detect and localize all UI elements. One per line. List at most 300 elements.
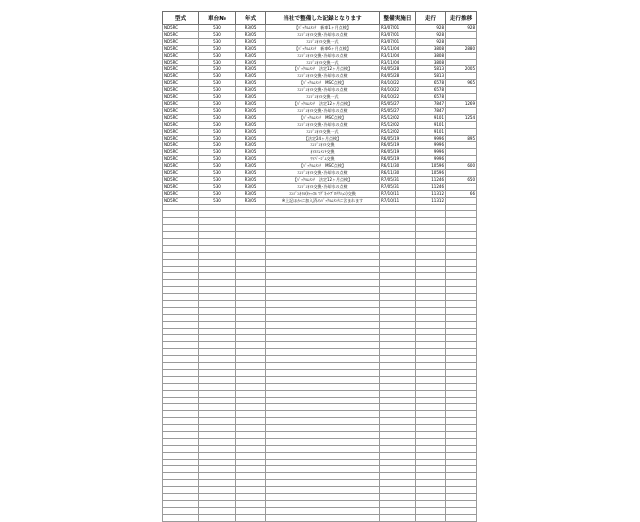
cell-mileage: 9996 <box>416 156 446 163</box>
empty-row <box>163 383 477 390</box>
cell-model: ND5RC <box>163 38 199 45</box>
empty-row <box>163 376 477 383</box>
cell-mileage: 6578 <box>416 80 446 87</box>
cell-service-date: R3/07/01 <box>380 25 416 32</box>
empty-cell <box>163 204 199 211</box>
empty-cell <box>446 487 477 494</box>
empty-cell <box>236 307 266 314</box>
cell-mileage: 9101 <box>416 128 446 135</box>
empty-cell <box>266 259 380 266</box>
empty-cell <box>416 356 446 363</box>
empty-cell <box>163 411 199 418</box>
cell-model-year: R3/05 <box>236 170 266 177</box>
empty-cell <box>163 473 199 480</box>
empty-cell <box>266 418 380 425</box>
empty-cell <box>266 390 380 397</box>
cell-model-year: R3/05 <box>236 94 266 101</box>
empty-cell <box>266 328 380 335</box>
empty-cell <box>236 514 266 521</box>
cell-service-date: R7/10/11 <box>380 190 416 197</box>
cell-chassis-number: 530 <box>199 80 236 87</box>
empty-cell <box>416 252 446 259</box>
empty-row <box>163 390 477 397</box>
empty-row <box>163 514 477 521</box>
cell-mileage: 9996 <box>416 149 446 156</box>
cell-mileage-change <box>446 94 477 101</box>
empty-cell <box>266 363 380 370</box>
cell-maintenance-item: ｴﾝｼﾞﾝｵｲﾙ(ｷｬｯｽﾙ ﾏｸﾞﾈｯﾄﾌﾟﾛﾃｸｼｮﾝ)交換 <box>266 190 380 197</box>
cell-maintenance-item: 【ﾊﾞｯｸﾙﾑﾒﾝﾃ 法定12ヶ月点検】 <box>266 66 380 73</box>
empty-cell <box>163 500 199 507</box>
empty-cell <box>416 480 446 487</box>
cell-mileage: 9996 <box>416 135 446 142</box>
table-row <box>163 59 477 66</box>
cell-maintenance-item: ｵｲﾙｴﾚﾒﾝﾄ交換 <box>266 149 380 156</box>
empty-cell <box>380 349 416 356</box>
empty-row <box>163 239 477 246</box>
empty-cell <box>163 314 199 321</box>
cell-model: ND5RC <box>163 107 199 114</box>
empty-cell <box>446 438 477 445</box>
empty-cell <box>380 459 416 466</box>
cell-mileage-change <box>446 59 477 66</box>
table-row <box>163 149 477 156</box>
cell-chassis-number: 530 <box>199 190 236 197</box>
empty-cell <box>380 204 416 211</box>
empty-cell <box>446 218 477 225</box>
empty-cell <box>266 294 380 301</box>
empty-cell <box>446 431 477 438</box>
empty-cell <box>199 321 236 328</box>
empty-cell <box>446 314 477 321</box>
empty-cell <box>163 507 199 514</box>
empty-cell <box>266 480 380 487</box>
empty-row <box>163 335 477 342</box>
empty-cell <box>446 418 477 425</box>
empty-cell <box>380 225 416 232</box>
cell-mileage-change <box>446 121 477 128</box>
header-service-date: 整備実施日 <box>380 12 416 25</box>
empty-cell <box>266 204 380 211</box>
empty-cell <box>236 363 266 370</box>
empty-cell <box>416 466 446 473</box>
cell-service-date: R5/12/02 <box>380 114 416 121</box>
empty-cell <box>236 390 266 397</box>
empty-row <box>163 349 477 356</box>
empty-cell <box>266 473 380 480</box>
empty-cell <box>163 383 199 390</box>
empty-cell <box>163 342 199 349</box>
empty-cell <box>236 259 266 266</box>
cell-model-year: R3/05 <box>236 156 266 163</box>
cell-chassis-number: 530 <box>199 31 236 38</box>
empty-row <box>163 266 477 273</box>
empty-cell <box>380 411 416 418</box>
empty-cell <box>266 425 380 432</box>
empty-cell <box>380 500 416 507</box>
empty-cell <box>416 411 446 418</box>
table-row <box>163 66 477 73</box>
empty-cell <box>236 280 266 287</box>
empty-cell <box>266 245 380 252</box>
cell-mileage-change <box>446 142 477 149</box>
cell-mileage-change <box>446 73 477 80</box>
empty-cell <box>416 239 446 246</box>
empty-row <box>163 425 477 432</box>
empty-cell <box>380 480 416 487</box>
empty-cell <box>163 363 199 370</box>
empty-cell <box>236 480 266 487</box>
empty-row <box>163 342 477 349</box>
cell-maintenance-item: ｴﾝｼﾞﾝｵｲﾙ交換･冷却水の点検 <box>266 121 380 128</box>
cell-mileage: 3808 <box>416 59 446 66</box>
empty-cell <box>236 466 266 473</box>
cell-service-date: R6/05/19 <box>380 156 416 163</box>
table-row <box>163 135 477 142</box>
cell-model: ND5RC <box>163 128 199 135</box>
empty-row <box>163 204 477 211</box>
cell-model-year: R3/05 <box>236 114 266 121</box>
cell-model: ND5RC <box>163 197 199 204</box>
empty-cell <box>199 349 236 356</box>
empty-cell <box>266 507 380 514</box>
cell-model-year: R3/05 <box>236 38 266 45</box>
cell-mileage: 10596 <box>416 163 446 170</box>
cell-model-year: R3/05 <box>236 197 266 204</box>
cell-model-year: R3/05 <box>236 135 266 142</box>
empty-cell <box>416 314 446 321</box>
empty-cell <box>236 349 266 356</box>
cell-maintenance-item: ｴﾝｼﾞﾝｵｲﾙ交換･冷却水の点検 <box>266 52 380 59</box>
empty-cell <box>163 493 199 500</box>
empty-cell <box>266 369 380 376</box>
empty-cell <box>266 252 380 259</box>
empty-cell <box>163 273 199 280</box>
cell-model-year: R3/05 <box>236 183 266 190</box>
cell-chassis-number: 530 <box>199 73 236 80</box>
empty-row <box>163 418 477 425</box>
empty-cell <box>236 369 266 376</box>
cell-mileage-change <box>446 38 477 45</box>
empty-cell <box>380 418 416 425</box>
empty-cell <box>446 473 477 480</box>
empty-cell <box>446 273 477 280</box>
empty-cell <box>416 507 446 514</box>
empty-cell <box>416 376 446 383</box>
header-maintenance-record: 当社で整備した記録となります <box>266 12 380 25</box>
empty-cell <box>416 397 446 404</box>
cell-chassis-number: 530 <box>199 170 236 177</box>
table-row <box>163 170 477 177</box>
empty-cell <box>163 425 199 432</box>
cell-model-year: R3/05 <box>236 31 266 38</box>
empty-cell <box>446 225 477 232</box>
empty-cell <box>199 514 236 521</box>
empty-cell <box>446 390 477 397</box>
empty-cell <box>446 404 477 411</box>
cell-model-year: R3/05 <box>236 142 266 149</box>
empty-cell <box>416 418 446 425</box>
cell-maintenance-item: 【ﾊﾞｯｸﾙﾑﾒﾝﾃ MSC点検】 <box>266 80 380 87</box>
empty-cell <box>199 307 236 314</box>
empty-cell <box>446 466 477 473</box>
cell-model-year: R3/05 <box>236 25 266 32</box>
cell-model-year: R3/05 <box>236 163 266 170</box>
empty-cell <box>266 301 380 308</box>
cell-model-year: R3/05 <box>236 66 266 73</box>
cell-model: ND5RC <box>163 80 199 87</box>
cell-chassis-number: 530 <box>199 45 236 52</box>
empty-row <box>163 259 477 266</box>
empty-cell <box>163 335 199 342</box>
empty-cell <box>380 356 416 363</box>
cell-mileage-change <box>446 128 477 135</box>
cell-service-date: R4/05/28 <box>380 73 416 80</box>
cell-model: ND5RC <box>163 183 199 190</box>
empty-cell <box>446 411 477 418</box>
empty-row <box>163 438 477 445</box>
empty-cell <box>416 335 446 342</box>
empty-cell <box>446 259 477 266</box>
cell-mileage: 11246 <box>416 183 446 190</box>
empty-row <box>163 473 477 480</box>
empty-cell <box>199 459 236 466</box>
empty-cell <box>236 459 266 466</box>
cell-model-year: R3/05 <box>236 128 266 135</box>
table-row <box>163 183 477 190</box>
cell-maintenance-item: ﾜｲﾊﾟｰｺﾞﾑ交換 <box>266 156 380 163</box>
cell-mileage: 9996 <box>416 142 446 149</box>
empty-cell <box>266 487 380 494</box>
empty-cell <box>446 507 477 514</box>
cell-model: ND5RC <box>163 94 199 101</box>
empty-cell <box>380 273 416 280</box>
empty-cell <box>266 314 380 321</box>
empty-cell <box>199 390 236 397</box>
empty-cell <box>266 397 380 404</box>
empty-cell <box>380 452 416 459</box>
empty-cell <box>380 466 416 473</box>
empty-cell <box>199 280 236 287</box>
cell-model: ND5RC <box>163 45 199 52</box>
empty-cell <box>266 321 380 328</box>
empty-cell <box>163 404 199 411</box>
cell-mileage-change <box>446 170 477 177</box>
empty-cell <box>163 218 199 225</box>
empty-cell <box>236 487 266 494</box>
empty-cell <box>266 280 380 287</box>
cell-service-date: R4/05/28 <box>380 66 416 73</box>
cell-mileage: 10596 <box>416 170 446 177</box>
empty-cell <box>236 438 266 445</box>
empty-cell <box>446 335 477 342</box>
empty-cell <box>236 507 266 514</box>
cell-service-date: R5/12/02 <box>380 128 416 135</box>
empty-cell <box>416 342 446 349</box>
cell-chassis-number: 530 <box>199 25 236 32</box>
cell-maintenance-item: ｴﾝｼﾞﾝｵｲﾙ交換･冷却水の点検 <box>266 183 380 190</box>
header-chassis-number: 車台№ <box>199 12 236 25</box>
cell-service-date: R3/11/04 <box>380 59 416 66</box>
cell-chassis-number: 530 <box>199 128 236 135</box>
cell-mileage: 11246 <box>416 176 446 183</box>
empty-cell <box>236 335 266 342</box>
cell-model: ND5RC <box>163 73 199 80</box>
empty-cell <box>236 287 266 294</box>
empty-cell <box>380 493 416 500</box>
cell-service-date: R7/05/31 <box>380 176 416 183</box>
empty-cell <box>236 452 266 459</box>
empty-cell <box>380 301 416 308</box>
empty-row <box>163 232 477 239</box>
cell-chassis-number: 530 <box>199 135 236 142</box>
empty-cell <box>199 445 236 452</box>
cell-mileage-change: 650 <box>446 176 477 183</box>
empty-cell <box>199 273 236 280</box>
cell-model-year: R3/05 <box>236 73 266 80</box>
table-row <box>163 80 477 87</box>
empty-cell <box>199 480 236 487</box>
cell-mileage: 3808 <box>416 52 446 59</box>
empty-cell <box>163 321 199 328</box>
empty-cell <box>416 452 446 459</box>
empty-cell <box>236 204 266 211</box>
empty-cell <box>416 438 446 445</box>
cell-model: ND5RC <box>163 142 199 149</box>
empty-cell <box>199 335 236 342</box>
empty-cell <box>416 204 446 211</box>
empty-cell <box>266 356 380 363</box>
empty-cell <box>236 411 266 418</box>
table-row <box>163 45 477 52</box>
empty-cell <box>380 342 416 349</box>
table-row <box>163 73 477 80</box>
empty-cell <box>163 431 199 438</box>
empty-cell <box>236 431 266 438</box>
cell-mileage: 11312 <box>416 197 446 204</box>
empty-cell <box>446 342 477 349</box>
empty-cell <box>163 356 199 363</box>
empty-cell <box>446 232 477 239</box>
cell-maintenance-item: ｴﾝｼﾞﾝｵｲﾙ交換一式 <box>266 128 380 135</box>
empty-cell <box>446 307 477 314</box>
empty-cell <box>266 411 380 418</box>
cell-model: ND5RC <box>163 135 199 142</box>
empty-cell <box>266 514 380 521</box>
empty-cell <box>446 287 477 294</box>
empty-row <box>163 466 477 473</box>
empty-cell <box>199 211 236 218</box>
cell-service-date: R3/11/04 <box>380 45 416 52</box>
empty-cell <box>236 225 266 232</box>
empty-cell <box>446 211 477 218</box>
header-model: 型式 <box>163 12 199 25</box>
empty-cell <box>446 252 477 259</box>
empty-cell <box>446 356 477 363</box>
empty-cell <box>416 369 446 376</box>
header-mileage-change: 走行推移 <box>446 12 477 25</box>
empty-cell <box>236 500 266 507</box>
empty-cell <box>266 452 380 459</box>
cell-mileage-change: 1254 <box>446 114 477 121</box>
cell-model: ND5RC <box>163 52 199 59</box>
empty-cell <box>163 514 199 521</box>
empty-cell <box>416 211 446 218</box>
empty-cell <box>266 383 380 390</box>
empty-cell <box>266 438 380 445</box>
empty-cell <box>199 245 236 252</box>
empty-cell <box>416 363 446 370</box>
header-row <box>163 12 477 25</box>
empty-cell <box>266 493 380 500</box>
empty-cell <box>199 431 236 438</box>
empty-cell <box>380 363 416 370</box>
cell-mileage: 6578 <box>416 87 446 94</box>
cell-mileage-change <box>446 156 477 163</box>
table-row <box>163 142 477 149</box>
cell-service-date: R3/07/01 <box>380 38 416 45</box>
empty-cell <box>199 452 236 459</box>
table-row <box>163 114 477 121</box>
cell-mileage-change: 2005 <box>446 66 477 73</box>
empty-cell <box>266 335 380 342</box>
empty-cell <box>416 459 446 466</box>
empty-cell <box>199 411 236 418</box>
empty-cell <box>416 487 446 494</box>
cell-model: ND5RC <box>163 163 199 170</box>
empty-cell <box>416 307 446 314</box>
cell-chassis-number: 530 <box>199 197 236 204</box>
cell-maintenance-item: 【ﾊﾞｯｸﾙﾑﾒﾝﾃ MSC点検】 <box>266 114 380 121</box>
empty-cell <box>236 218 266 225</box>
empty-cell <box>163 487 199 494</box>
empty-cell <box>199 204 236 211</box>
empty-row <box>163 245 477 252</box>
empty-cell <box>446 349 477 356</box>
empty-cell <box>199 493 236 500</box>
empty-cell <box>416 287 446 294</box>
cell-mileage: 5813 <box>416 73 446 80</box>
cell-mileage: 9101 <box>416 114 446 121</box>
empty-row <box>163 363 477 370</box>
cell-chassis-number: 530 <box>199 107 236 114</box>
empty-cell <box>380 266 416 273</box>
empty-cell <box>236 239 266 246</box>
empty-cell <box>446 321 477 328</box>
empty-cell <box>199 294 236 301</box>
empty-row <box>163 452 477 459</box>
empty-cell <box>199 218 236 225</box>
empty-row <box>163 397 477 404</box>
empty-cell <box>416 245 446 252</box>
empty-row <box>163 445 477 452</box>
empty-row <box>163 252 477 259</box>
empty-cell <box>236 328 266 335</box>
empty-cell <box>446 425 477 432</box>
cell-model-year: R3/05 <box>236 100 266 107</box>
empty-cell <box>380 328 416 335</box>
empty-row <box>163 280 477 287</box>
cell-mileage-change <box>446 183 477 190</box>
cell-chassis-number: 530 <box>199 163 236 170</box>
empty-cell <box>163 211 199 218</box>
cell-service-date: R6/11/30 <box>380 163 416 170</box>
empty-cell <box>380 245 416 252</box>
cell-model-year: R3/05 <box>236 176 266 183</box>
empty-cell <box>236 321 266 328</box>
empty-row <box>163 211 477 218</box>
cell-chassis-number: 530 <box>199 183 236 190</box>
